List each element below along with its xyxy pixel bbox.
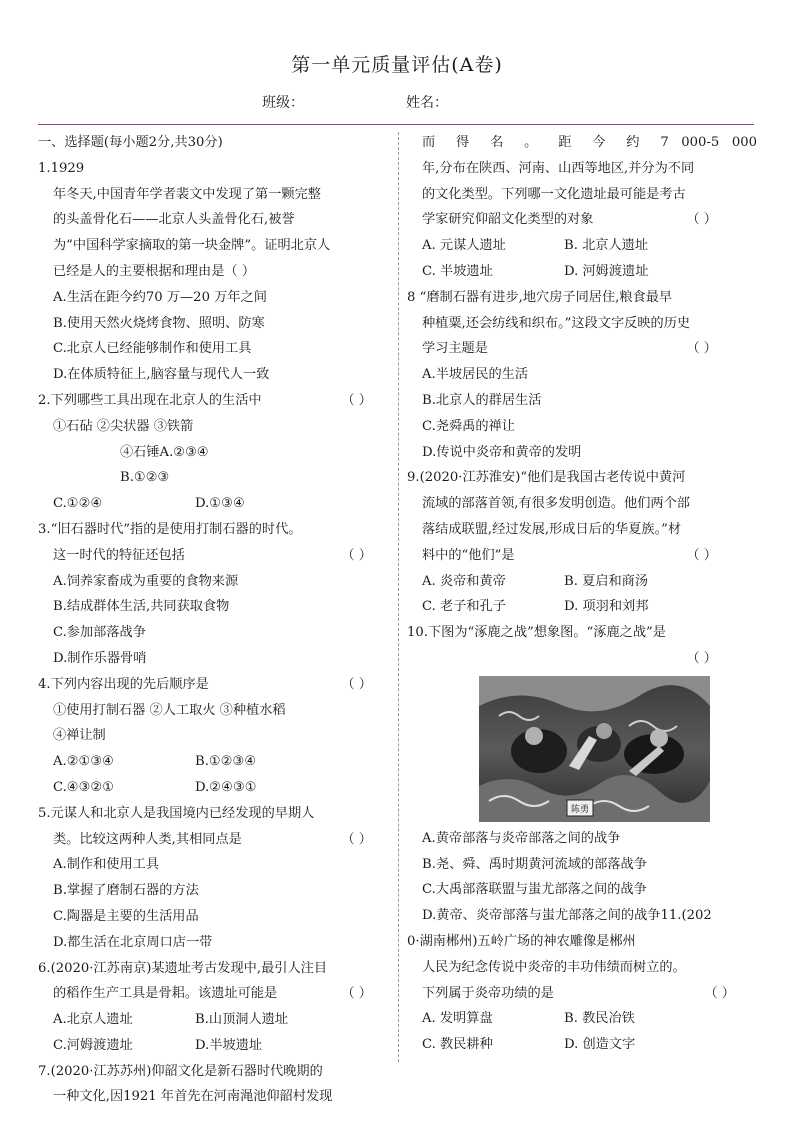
zhuolu-battle-illustration: [479, 676, 710, 822]
answer-paren: （ ）: [686, 547, 717, 563]
q4-option-c: C.④③②①: [53, 779, 115, 795]
q4-option-b: B.①②③④: [195, 754, 257, 770]
q9-option-c: C. 老子和孔子: [422, 599, 506, 615]
q3-text: 3.“旧石器时代”指的是使用打制石器的时代。: [38, 521, 302, 537]
answer-paren: （ ）: [341, 986, 372, 1002]
answer-paren: （ ）: [341, 547, 372, 563]
q3-text: 这一时代的特征还包括 （ ）: [38, 543, 380, 569]
q10-option-d: D.黄帝、炎帝部落与蚩尤部落之间的战争11.(202: [422, 908, 712, 924]
q1-text: 的头盖骨化石——北京人头盖骨化石,被誉: [53, 212, 295, 228]
q7-text: 而 得 名 。 距 今 约 7 000-5 000: [422, 135, 757, 150]
header-rule: [38, 124, 754, 125]
q9-options-ab: [407, 569, 757, 595]
q11-option-c: C. 教民耕种: [422, 1037, 493, 1053]
q10-option-b: B.尧、舜、禹时期黄河流域的部落战争: [422, 856, 647, 872]
q8-text: 种植粟,还会纺线和织布。”这段文字反映的历史: [422, 315, 691, 331]
q4-option-a: A.②①③④: [53, 754, 115, 770]
q2-option-d: D.①③④: [195, 496, 245, 512]
q10-option-a: A.黄帝部落与炎帝部落之间的战争: [422, 830, 621, 846]
q7-option-c: C. 半坡遗址: [422, 263, 493, 279]
q7-option-a: A. 元谋人遗址: [422, 238, 506, 254]
q2-option-a: ④石锤A.②③④: [120, 444, 209, 460]
q1-text: 年冬天,中国青年学者裴文中发现了第一颗完整: [53, 186, 321, 202]
q2-option-b: B.①②③: [120, 470, 170, 486]
q11-text: 0·湖南郴州)五岭广场的神农雕像是郴州: [407, 933, 636, 949]
q2-items: ①石砧 ②尖状器 ③铁箭: [53, 418, 194, 434]
name-label: 姓名：: [406, 95, 448, 111]
q2-options-cd: [38, 491, 380, 517]
q7-text: 的文化类型。下列哪一文化遗址最可能是考古: [422, 186, 686, 202]
q4-options-cd: [38, 775, 380, 801]
q6-text: 6.(2020·江苏南京)某遗址考古发现中,最引人注目: [38, 960, 328, 976]
q7-option-d: D. 河姆渡遗址: [564, 263, 649, 279]
q6-option-b: B.山顶洞人遗址: [195, 1012, 289, 1028]
q2-text: 2.下列哪些工具出现在北京人的生活中 （ ）: [38, 388, 380, 414]
q11-options-cd: [407, 1032, 757, 1058]
q7-text: 学家研究仰韶文化类型的对象 （ ）: [407, 207, 757, 233]
answer-paren: （ ）: [341, 676, 372, 692]
q4-items: ④禅让制: [53, 728, 106, 744]
q11-text: 人民为纪念传说中炎帝的丰功伟绩而树立的。: [422, 959, 686, 975]
q6-text: 的稻作生产工具是骨耜。该遗址可能是 （ ）: [38, 981, 380, 1007]
answer-paren: （ ）: [686, 650, 717, 666]
q8-option-a: A.半坡居民的生活: [422, 367, 529, 383]
q6-options-ab: [38, 1007, 380, 1033]
q6-options-cd: [38, 1033, 380, 1059]
answer-paren: （ ）: [341, 831, 372, 847]
q1-option-b: B.使用天然火烧烤食物、照明、防寒: [53, 315, 265, 331]
q1-text: 已经是人的主要根据和理由是（ ）: [53, 263, 256, 279]
q5-text: 5.元谋人和北京人是我国境内已经发现的早期人: [38, 805, 315, 821]
page-title: 第一单元质量评估(A卷): [291, 54, 503, 76]
q11-option-b: B. 教民冶铁: [564, 1011, 635, 1027]
q3-option-d: D.制作乐器骨哨: [53, 650, 147, 666]
q3-option-c: C.参加部落战争: [53, 625, 146, 641]
q6-option-d: D.半坡遗址: [195, 1037, 263, 1053]
q7-options-ab: [407, 233, 757, 259]
q8-option-d: D.传说中炎帝和黄帝的发明: [422, 444, 582, 460]
q5-option-d: D.都生活在北京周口店一带: [53, 934, 213, 950]
q3-option-b: B.结成群体生活,共同获取食物: [53, 599, 230, 615]
q5-option-b: B.掌握了磨制石器的方法: [53, 883, 199, 899]
q11-text: 下列属于炎帝功绩的是 （ ）: [407, 981, 757, 1007]
q1-option-c: C.北京人已经能够制作和使用工具: [53, 341, 252, 357]
q7-option-b: B. 北京人遗址: [564, 238, 649, 254]
section-heading: 一、选择题(每小题2分,共30分): [38, 135, 223, 150]
q9-text: 料中的“他们”是 （ ）: [407, 543, 757, 569]
q11-option-d: D. 创造文字: [564, 1037, 636, 1053]
q7-text: 一种文化,因1921 年首先在河南渑池仰韶村发现: [53, 1089, 333, 1105]
right-column: [407, 130, 757, 1058]
answer-paren: （ ）: [686, 212, 717, 228]
q9-option-b: B. 夏启和商汤: [564, 573, 649, 589]
q3-option-a: A.饲养家畜成为重要的食物来源: [53, 573, 239, 589]
q1-number: 1.1929: [38, 160, 85, 176]
q9-text: 流域的部落首领,有很多发明创造。他们两个部: [422, 496, 690, 512]
q1-option-d: D.在体质特征上,脑容量与现代人一致: [53, 367, 270, 383]
q10-text: 10.下图为“涿鹿之战”想象图。“涿鹿之战”是: [407, 625, 666, 641]
q9-option-d: D. 项羽和刘邦: [564, 599, 649, 615]
q11-options-ab: [407, 1006, 757, 1032]
image-stamp: 陈勇: [570, 804, 590, 815]
q4-options-ab: [38, 749, 380, 775]
q2-option-c: C.①②④: [53, 496, 103, 512]
q11-option-a: A. 发明算盘: [422, 1011, 493, 1027]
q8-text: 8 “磨制石器有进步,地穴房子同居住,粮食最早: [407, 289, 673, 305]
q8-option-c: C.尧舜禹的禅让: [422, 418, 515, 434]
q4-text: 4.下列内容出现的先后顺序是 （ ）: [38, 672, 380, 698]
q1-text: 为“中国科学家摘取的第一块金牌”。证明北京人: [53, 238, 331, 254]
zhuolu-battle-image: [479, 676, 710, 822]
q9-text: 落结成联盟,经过发展,形成日后的华夏族。”材: [422, 521, 682, 537]
column-divider: [398, 132, 399, 1062]
q10-option-c: C.大禹部落联盟与蚩尤部落之间的战争: [422, 882, 647, 898]
q5-option-a: A.制作和使用工具: [53, 857, 160, 873]
answer-paren: （ ）: [704, 985, 735, 1001]
q1-option-a: A.生活在距今约70 万—20 万年之间: [53, 289, 267, 305]
q9-text: 9.(2020·江苏淮安)“他们是我国古老传说中黄河: [407, 470, 686, 486]
q7-text: 年,分布在陕西、河南、山西等地区,并分为不同: [422, 160, 695, 176]
answer-paren: （ ）: [341, 392, 372, 408]
q7-options-cd: [407, 259, 757, 285]
q6-option-a: A.北京人遗址: [53, 1012, 133, 1028]
q9-option-a: A. 炎帝和黄帝: [422, 573, 506, 589]
q5-option-c: C.陶器是主要的生活用品: [53, 908, 199, 924]
left-column: [38, 130, 380, 1110]
q4-items: ①使用打制石器 ②人工取火 ③种植水稻: [53, 702, 286, 718]
class-label: 班级：: [262, 95, 304, 111]
q7-text: 7.(2020·江苏苏州)仰韶文化是新石器时代晚期的: [38, 1063, 323, 1079]
q6-option-c: C.河姆渡遗址: [53, 1037, 133, 1053]
q8-text: 学习主题是 （ ）: [407, 336, 757, 362]
q4-option-d: D.②④③①: [195, 779, 257, 795]
q5-text: 类。比较这两种人类,其相同点是 （ ）: [38, 827, 380, 853]
q9-options-cd: [407, 594, 757, 620]
answer-paren: （ ）: [686, 341, 717, 357]
q8-option-b: B.北京人的群居生活: [422, 392, 542, 408]
